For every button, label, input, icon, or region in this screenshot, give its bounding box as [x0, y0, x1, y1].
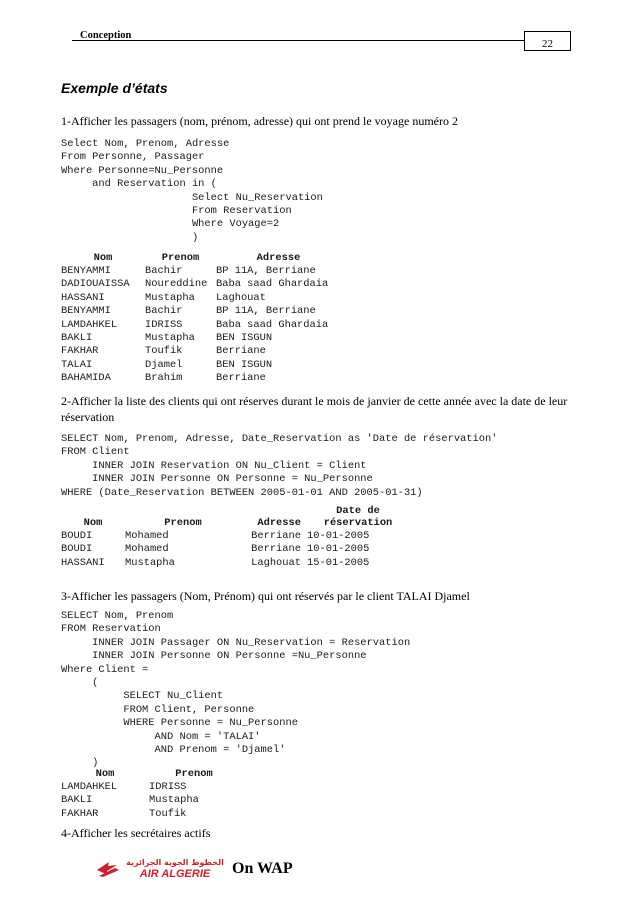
header-section-title: Conception [80, 30, 132, 41]
cell-prenom: IDRISS [145, 318, 183, 331]
cell-prenom: Brahim [145, 372, 183, 385]
cell-adresse: BEN ISGUN [216, 332, 273, 345]
cell-prenom: Mustapha [125, 556, 175, 569]
column-header-nom: Nom [93, 252, 113, 264]
table-row [61, 319, 341, 332]
cell-nom: BENYAMMI [61, 265, 111, 277]
table-row [61, 292, 341, 305]
cell-nom: BAHAMIDA [61, 372, 111, 385]
section-title: Exemple d’états [61, 80, 168, 96]
cell-adresse: Laghouat [251, 556, 301, 569]
cell-adresse: Baba saad Ghardaia [216, 318, 329, 331]
column-header-date-reservation: Date de réservation [323, 505, 393, 529]
table-row [61, 781, 239, 794]
cell-prenom: Mustapha [149, 794, 199, 807]
question-4: 4-Afficher les secrétaires actifs [61, 826, 211, 840]
cell-nom: DADIOUAISSA [61, 278, 130, 291]
table-row [61, 808, 239, 821]
cell-nom: FAKHAR [61, 807, 99, 820]
column-header-adresse: Adresse [257, 517, 301, 529]
logo-arabic-text: الخطوط الجوية الجزائرية [126, 858, 224, 867]
cell-adresse: Berriane [251, 543, 301, 556]
cell-adresse: BP 11A, Berriane [216, 265, 316, 277]
question-1: 1-Afficher les passagers (nom, prénom, adresse) qui ont prend le voyage numéro 2 [61, 114, 458, 128]
cell-nom: HASSANI [61, 291, 105, 304]
question-2: 2-Afficher la liste des clients qui ont réserves durant le mois de janvier de cette année avec la date de leur réservation [61, 394, 568, 424]
header-rule [72, 40, 524, 41]
result-table-2 [61, 505, 411, 570]
column-header-prenom: Prenom [161, 252, 200, 264]
airline-bird-icon [97, 862, 119, 877]
table-row [61, 305, 341, 318]
question-3: 3-Afficher les passagers (Nom, Prénom) qui ont réservés par le client TALAI Djamel [61, 589, 470, 603]
table-row [61, 278, 341, 291]
cell-nom: BAKLI [61, 332, 93, 345]
cell-adresse: Berriane [216, 372, 266, 385]
cell-adresse: Baba saad Ghardaia [216, 278, 329, 291]
cell-adresse: BEN ISGUN [216, 358, 273, 371]
table-row [61, 372, 341, 385]
cell-nom: LAMDAHKEL [61, 781, 118, 793]
cell-adresse: Laghouat [216, 291, 266, 304]
column-header-adresse: Adresse [256, 252, 301, 264]
logo-name-text: AIR ALGERIE [139, 868, 211, 880]
cell-adresse: Berriane [216, 345, 266, 358]
table-row [61, 345, 341, 358]
cell-prenom: Mustapha [145, 291, 195, 304]
cell-nom: BAKLI [61, 794, 93, 807]
cell-prenom: Mustapha [145, 332, 195, 345]
cell-nom: HASSANI [61, 556, 105, 569]
table-row [61, 557, 411, 570]
cell-prenom: Noureddine [145, 278, 208, 291]
cell-prenom: IDRISS [149, 781, 187, 793]
cell-nom: LAMDAHKEL [61, 318, 118, 331]
table-row [61, 332, 341, 345]
sql-query-3: SELECT Nom, Prenom FROM Reservation INNER JOIN Passager ON Nu_Reservation = Reservation INNER JOIN Personne ON Personne =Nu_Personne Where Client = ( SELECT Nu_Client FROM Client, Personne WHERE Personne = Nu_Personne AND Nom = 'TALAI' AND Prenom = 'Djamel' ) [61, 610, 411, 770]
footer-text: On WAP [232, 860, 293, 877]
table-row [61, 265, 341, 278]
cell-prenom: Mohamed [125, 530, 169, 542]
cell-adresse: Berriane [251, 530, 301, 542]
page-number: 22 [524, 31, 571, 51]
sql-query-1: Select Nom, Prenom, Adresse From Personne, Passager Where Personne=Nu_Personne and Reservation in ( Select Nu_Reservation From Reservation Where Voyage=2 ) [61, 138, 323, 244]
table-row [61, 359, 341, 372]
cell-nom: BOUDI [61, 530, 93, 542]
table-row [61, 543, 411, 556]
cell-nom: BOUDI [61, 543, 93, 556]
column-header-prenom: Prenom [175, 768, 213, 780]
table-row [61, 794, 239, 807]
cell-prenom: Mohamed [125, 543, 169, 556]
cell-prenom: Toufik [145, 345, 183, 358]
result-table-3 [61, 768, 239, 821]
cell-prenom: Toufik [149, 807, 187, 820]
table-row [61, 530, 411, 543]
cell-date: 10-01-2005 [307, 543, 370, 556]
cell-nom: FAKHAR [61, 345, 99, 358]
column-header-nom: Nom [95, 768, 115, 780]
cell-nom: BENYAMMI [61, 305, 111, 318]
result-table-1 [61, 252, 341, 386]
cell-prenom: Bachir [145, 265, 183, 277]
cell-prenom: Bachir [145, 305, 183, 318]
column-header-nom: Nom [83, 517, 103, 529]
air-algerie-logo [95, 856, 225, 880]
column-header-prenom: Prenom [164, 517, 202, 529]
cell-date: 10-01-2005 [307, 530, 370, 542]
sql-query-2: SELECT Nom, Prenom, Adresse, Date_Reservation as 'Date de réservation' FROM Client INNER JOIN Reservation ON Nu_Client = Client INNER JOIN Personne ON Personne = Nu_Personne WHERE (Date_Reservation BETWEEN 2005-01-01 AND 2005-01-31) [61, 433, 498, 499]
cell-prenom: Djamel [145, 358, 183, 371]
cell-date: 15-01-2005 [307, 556, 370, 569]
cell-adresse: BP 11A, Berriane [216, 305, 316, 318]
cell-nom: TALAI [61, 358, 93, 371]
